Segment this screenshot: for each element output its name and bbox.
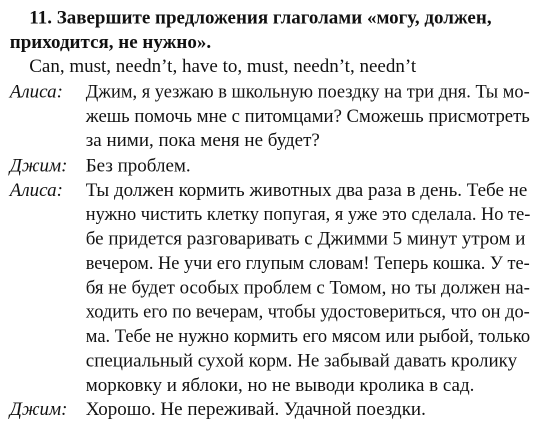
dialogue-line: за ними, пока меня не будет? [85,130,320,152]
dialogue-line: Ты должен кормить животных два раза в день. Тебе не [85,180,528,201]
dialogue-line: Без проблем. [85,155,191,177]
dialogue-line: ма. Тебе не нужно кормить его мясом или рыбой, только [85,326,531,347]
dialogue-line: специальный сухой корм. Не забывай давать кролику [85,350,518,372]
dialogue-line: морковку и яблоки, но не выводи кролика в сад. [85,375,475,396]
speaker-label: Джим: [9,155,68,177]
dialogue-line: бе придется разговаривать с Джимми 5 минут утром и [85,229,526,250]
speaker-label: Джим: [9,399,68,421]
dialogue-line: ходить его по вечерам, чтобы удостовериться, что он до- [85,302,530,323]
dialogue-line: жешь помочь мне с питомцами? Сможешь присмотреть [85,106,530,127]
exercise-title-line-2: приходится, не нужно». [9,32,212,53]
word-bank: Can, must, needn’t, have to, must, needn’t, needn’t [29,56,417,77]
dialogue-line: вечером. Не учи его глупым словам! Теперь кошка. У те- [85,253,530,274]
speaker-label: Алиса: [9,180,63,201]
dialogue-line: Джим, я уезжаю в школьную поездку на три дня. Ты мо- [85,81,530,103]
dialogue-line: бя не будет особых проблем с Томом, но ты должен на- [85,277,530,299]
dialogue-line: Хорошо. Не переживай. Удачной поездки. [85,399,426,421]
dialogue-line: нужно чистить клетку попугая, я уже это сделала. Но те- [85,204,531,226]
exercise-title-line-1: 11. Завершите предложения глаголами «могу, должен, [29,7,492,29]
speaker-label: Алиса: [9,81,63,103]
